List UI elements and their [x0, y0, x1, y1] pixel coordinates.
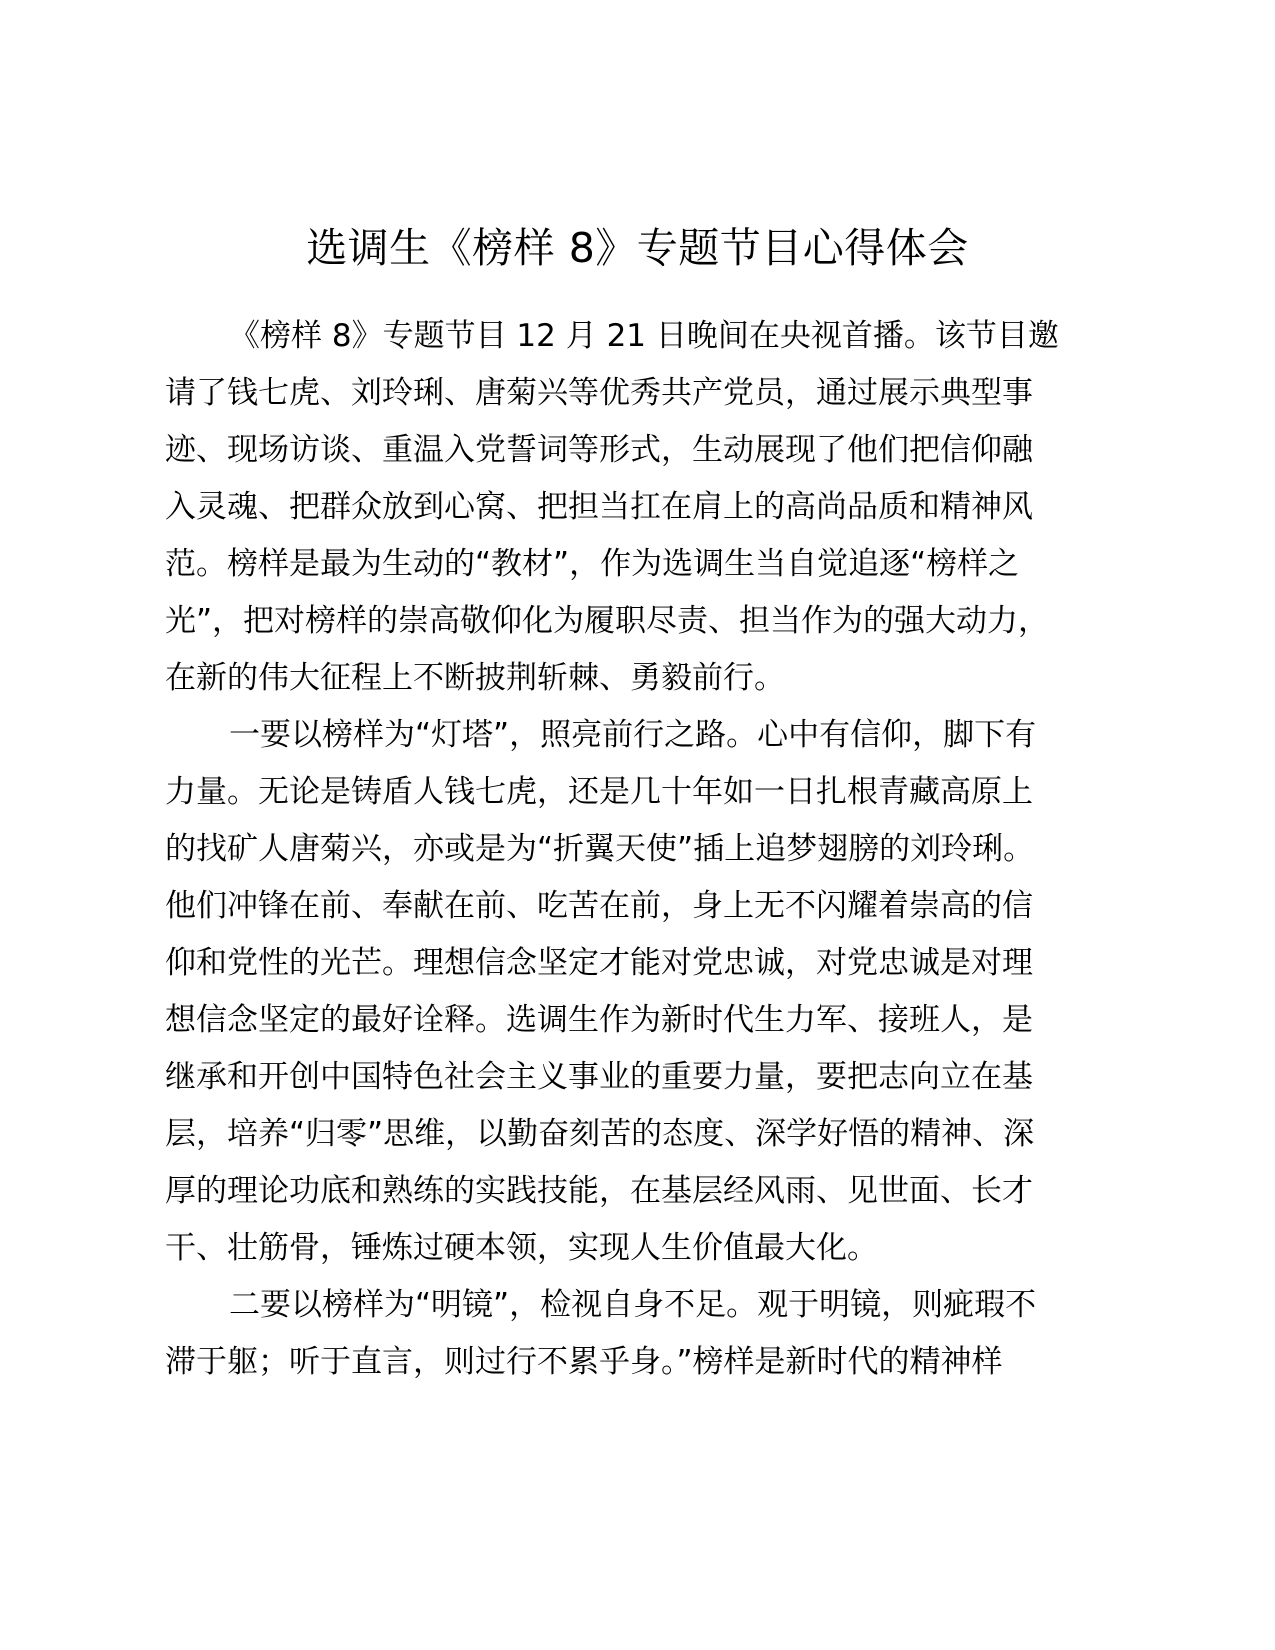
text-line: 他们冲锋在前、奉献在前、吃苦在前，身上无不闪耀着崇高的信 [165, 888, 1033, 924]
text-line: 干、壮筋骨，锤炼过硬本领，实现人生价值最大化。 [165, 1230, 878, 1266]
document-body [165, 308, 1110, 1391]
paragraph-lighthouse [165, 707, 1110, 1277]
text-line: 仰和党性的光芒。理想信念坚定才能对党忠诚，对党忠诚是对理 [165, 945, 1033, 981]
text-line: 厚的理论功底和熟练的实践技能，在基层经风雨、见世面、长才 [165, 1173, 1033, 1209]
text-line: 一要以榜样为“灯塔”，照亮前行之路。心中有信仰，脚下有 [229, 717, 1037, 753]
paragraph-mirror [165, 1277, 1110, 1391]
text-line: 迹、现场访谈、重温入党誓词等形式，生动展现了他们把信仰融 [165, 432, 1033, 468]
text-line: 继承和开创中国特色社会主义事业的重要力量，要把志向立在基 [165, 1059, 1033, 1095]
text-line: 范。榜样是最为生动的“教材”，作为选调生当自觉追逐“榜样之 [165, 546, 1020, 582]
document-title: 选调生《榜样 8》专题节目心得体会 [306, 224, 969, 272]
text-line: 想信念坚定的最好诠释。选调生作为新时代生力军、接班人，是 [165, 1002, 1033, 1038]
text-line: 请了钱七虎、刘玲琍、唐菊兴等优秀共产党员，通过展示典型事 [165, 375, 1033, 411]
text-line: 光”，把对榜样的崇高敬仰化为履职尽责、担当作为的强大动力， [165, 603, 1050, 639]
text-line: 在新的伟大征程上不断披荆斩棘、勇毅前行。 [165, 660, 785, 696]
text-line: 层，培养“归零”思维，以勤奋刻苦的态度、深学好悟的精神、深 [165, 1116, 1035, 1152]
text-line: 力量。无论是铸盾人钱七虎，还是几十年如一日扎根青藏高原上 [165, 774, 1033, 810]
text-line: 滞于躯；听于直言，则过行不累乎身。”榜样是新时代的精神样 [165, 1344, 1003, 1380]
text-line: 入灵魂、把群众放到心窝、把担当扛在肩上的高尚品质和精神风 [165, 489, 1033, 525]
text-line: 的找矿人唐菊兴，亦或是为“折翼天使”插上追梦翅膀的刘玲琍。 [165, 831, 1035, 867]
text-line: 《榜样 8》专题节目 12 月 21 日晚间在央视首播。该节目邀 [229, 318, 1059, 354]
paragraph-intro [165, 308, 1110, 707]
text-line: 二要以榜样为“明镜”，检视自身不足。观于明镜，则疵瑕不 [229, 1287, 1037, 1323]
